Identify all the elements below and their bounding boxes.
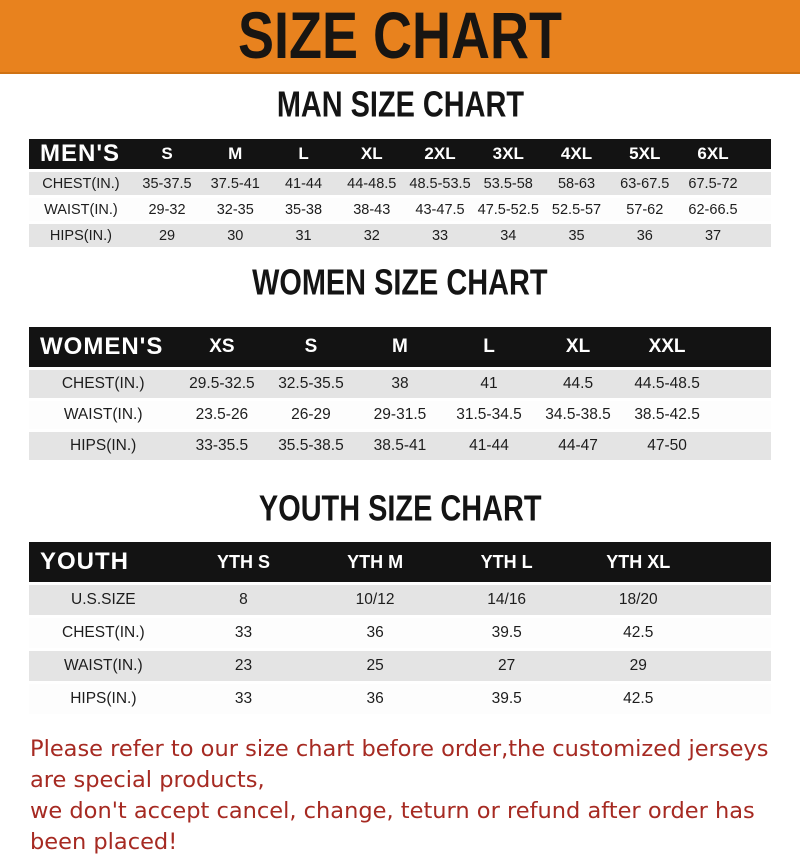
row-filler-cell bbox=[704, 618, 771, 648]
size-value-cell: 8 bbox=[178, 585, 310, 615]
disclaimer-line: we don't accept cancel, change, teturn or refund after order has been placed! bbox=[30, 798, 755, 855]
size-column-header: M bbox=[355, 327, 444, 367]
size-value-cell: 27 bbox=[441, 651, 573, 681]
size-value-cell: 44.5 bbox=[534, 370, 623, 398]
row-label: WAIST(IN.) bbox=[29, 651, 178, 681]
row-filler-cell bbox=[747, 172, 771, 195]
size-value-cell: 57-62 bbox=[611, 198, 679, 221]
disclaimer-line: Please refer to our size chart before order,the customized jerseys are special products, bbox=[30, 736, 769, 793]
size-value-cell: 36 bbox=[309, 618, 441, 648]
women-section-heading: WOMEN SIZE CHART bbox=[252, 263, 548, 303]
size-value-cell: 33 bbox=[406, 224, 474, 247]
youth-size-table bbox=[29, 539, 771, 717]
size-value-cell: 34.5-38.5 bbox=[534, 401, 623, 429]
size-value-cell: 23.5-26 bbox=[177, 401, 266, 429]
size-column-header: 2XL bbox=[406, 139, 474, 169]
size-value-cell: 41-44 bbox=[269, 172, 337, 195]
table-corner-label: MEN'S bbox=[29, 139, 133, 169]
row-label: WAIST(IN.) bbox=[29, 198, 133, 221]
row-filler-cell bbox=[712, 432, 771, 460]
row-label: HIPS(IN.) bbox=[29, 432, 177, 460]
table-row bbox=[29, 198, 771, 221]
size-column-header: S bbox=[133, 139, 201, 169]
youth-size-section bbox=[0, 491, 800, 717]
header-filler-cell bbox=[712, 327, 771, 367]
size-value-cell: 38 bbox=[355, 370, 444, 398]
size-value-cell: 35-37.5 bbox=[133, 172, 201, 195]
size-value-cell: 48.5-53.5 bbox=[406, 172, 474, 195]
size-column-header: 5XL bbox=[611, 139, 679, 169]
youth-section-heading: YOUTH SIZE CHART bbox=[258, 489, 542, 529]
size-column-header: YTH S bbox=[178, 542, 310, 582]
table-row bbox=[29, 618, 771, 648]
size-column-header: L bbox=[444, 327, 533, 367]
size-chart-banner bbox=[0, 0, 800, 74]
size-value-cell: 39.5 bbox=[441, 684, 573, 714]
table-header-row bbox=[29, 542, 771, 582]
size-value-cell: 31.5-34.5 bbox=[444, 401, 533, 429]
table-corner-label: YOUTH bbox=[29, 542, 178, 582]
size-value-cell: 43-47.5 bbox=[406, 198, 474, 221]
size-value-cell: 42.5 bbox=[572, 618, 704, 648]
size-value-cell: 39.5 bbox=[441, 618, 573, 648]
size-value-cell: 33-35.5 bbox=[177, 432, 266, 460]
size-column-header: YTH M bbox=[309, 542, 441, 582]
size-column-header: YTH XL bbox=[572, 542, 704, 582]
row-label: WAIST(IN.) bbox=[29, 401, 177, 429]
table-header-row bbox=[29, 327, 771, 367]
size-value-cell: 35.5-38.5 bbox=[266, 432, 355, 460]
size-value-cell: 35-38 bbox=[269, 198, 337, 221]
size-value-cell: 38-43 bbox=[338, 198, 406, 221]
size-value-cell: 38.5-41 bbox=[355, 432, 444, 460]
row-filler-cell bbox=[747, 198, 771, 221]
size-value-cell: 29-31.5 bbox=[355, 401, 444, 429]
row-label: CHEST(IN.) bbox=[29, 370, 177, 398]
table-row bbox=[29, 401, 771, 429]
size-value-cell: 41-44 bbox=[444, 432, 533, 460]
size-column-header: 4XL bbox=[542, 139, 610, 169]
size-value-cell: 62-66.5 bbox=[679, 198, 747, 221]
row-label: U.S.SIZE bbox=[29, 585, 178, 615]
size-column-header: XL bbox=[534, 327, 623, 367]
men-size-section bbox=[0, 87, 800, 250]
size-column-header: YTH L bbox=[441, 542, 573, 582]
size-column-header: L bbox=[269, 139, 337, 169]
table-row bbox=[29, 370, 771, 398]
size-value-cell: 23 bbox=[178, 651, 310, 681]
women-size-table bbox=[29, 324, 771, 463]
men-section-heading: MAN SIZE CHART bbox=[276, 85, 524, 125]
size-value-cell: 26-29 bbox=[266, 401, 355, 429]
size-value-cell: 18/20 bbox=[572, 585, 704, 615]
size-value-cell: 37 bbox=[679, 224, 747, 247]
size-column-header: S bbox=[266, 327, 355, 367]
size-value-cell: 38.5-42.5 bbox=[623, 401, 712, 429]
size-value-cell: 32.5-35.5 bbox=[266, 370, 355, 398]
size-value-cell: 33 bbox=[178, 684, 310, 714]
size-value-cell: 29.5-32.5 bbox=[177, 370, 266, 398]
page-title: SIZE CHART bbox=[238, 0, 562, 73]
size-value-cell: 35 bbox=[542, 224, 610, 247]
size-value-cell: 29 bbox=[133, 224, 201, 247]
table-row bbox=[29, 651, 771, 681]
size-value-cell: 52.5-57 bbox=[542, 198, 610, 221]
size-column-header: M bbox=[201, 139, 269, 169]
size-value-cell: 25 bbox=[309, 651, 441, 681]
men-size-table bbox=[29, 136, 771, 250]
row-label: CHEST(IN.) bbox=[29, 618, 178, 648]
size-value-cell: 58-63 bbox=[542, 172, 610, 195]
size-column-header: 6XL bbox=[679, 139, 747, 169]
size-value-cell: 63-67.5 bbox=[611, 172, 679, 195]
row-label: HIPS(IN.) bbox=[29, 684, 178, 714]
table-row bbox=[29, 585, 771, 615]
size-value-cell: 53.5-58 bbox=[474, 172, 542, 195]
size-column-header: 3XL bbox=[474, 139, 542, 169]
row-filler-cell bbox=[712, 370, 771, 398]
row-filler-cell bbox=[704, 651, 771, 681]
size-value-cell: 36 bbox=[309, 684, 441, 714]
size-value-cell: 31 bbox=[269, 224, 337, 247]
size-value-cell: 29 bbox=[572, 651, 704, 681]
size-value-cell: 29-32 bbox=[133, 198, 201, 221]
size-value-cell: 30 bbox=[201, 224, 269, 247]
size-value-cell: 44.5-48.5 bbox=[623, 370, 712, 398]
table-header-row bbox=[29, 139, 771, 169]
size-value-cell: 44-47 bbox=[534, 432, 623, 460]
size-value-cell: 36 bbox=[611, 224, 679, 247]
row-filler-cell bbox=[712, 401, 771, 429]
size-value-cell: 37.5-41 bbox=[201, 172, 269, 195]
size-value-cell: 41 bbox=[444, 370, 533, 398]
row-filler-cell bbox=[747, 224, 771, 247]
table-row bbox=[29, 224, 771, 247]
table-row bbox=[29, 684, 771, 714]
row-filler-cell bbox=[704, 684, 771, 714]
table-row bbox=[29, 432, 771, 460]
women-size-section bbox=[0, 265, 800, 463]
size-value-cell: 10/12 bbox=[309, 585, 441, 615]
size-value-cell: 32-35 bbox=[201, 198, 269, 221]
table-corner-label: WOMEN'S bbox=[29, 327, 177, 367]
size-value-cell: 33 bbox=[178, 618, 310, 648]
size-value-cell: 14/16 bbox=[441, 585, 573, 615]
row-filler-cell bbox=[704, 585, 771, 615]
size-value-cell: 67.5-72 bbox=[679, 172, 747, 195]
size-value-cell: 32 bbox=[338, 224, 406, 247]
header-filler-cell bbox=[747, 139, 771, 169]
row-label: HIPS(IN.) bbox=[29, 224, 133, 247]
order-disclaimer-note bbox=[30, 734, 780, 858]
size-value-cell: 42.5 bbox=[572, 684, 704, 714]
size-column-header: XS bbox=[177, 327, 266, 367]
size-value-cell: 34 bbox=[474, 224, 542, 247]
size-value-cell: 44-48.5 bbox=[338, 172, 406, 195]
size-value-cell: 47-50 bbox=[623, 432, 712, 460]
row-label: CHEST(IN.) bbox=[29, 172, 133, 195]
size-column-header: XXL bbox=[623, 327, 712, 367]
header-filler-cell bbox=[704, 542, 771, 582]
size-column-header: XL bbox=[338, 139, 406, 169]
table-row bbox=[29, 172, 771, 195]
size-value-cell: 47.5-52.5 bbox=[474, 198, 542, 221]
